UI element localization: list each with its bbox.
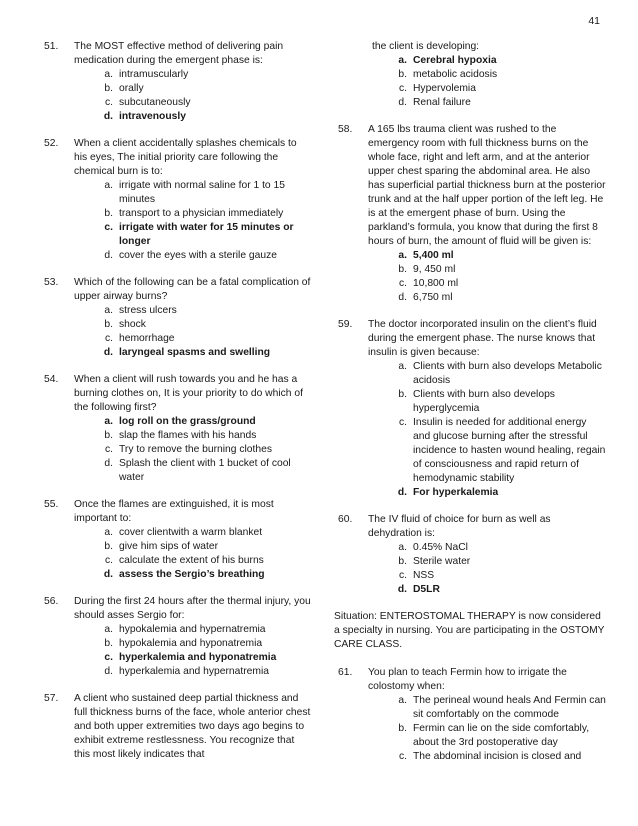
answer-option <box>93 207 312 221</box>
option-text: stress ulcers <box>119 305 177 316</box>
option-text: The perineal wound heals And Fermin can sit comfortably on the commode <box>413 695 606 720</box>
left-column <box>44 40 312 775</box>
situation-text: Situation: ENTEROSTOMAL THERAPY is now considered a specialty in nursing. You are participating in the OSTOMY CARE CLASS. <box>334 611 605 650</box>
question-text: the client is developing: <box>372 41 480 52</box>
question-number: 56. <box>44 596 59 607</box>
answer-option <box>93 526 312 540</box>
answer-option <box>93 68 312 82</box>
option-letter: b. <box>104 83 113 94</box>
option-list <box>387 249 606 305</box>
answer-option <box>387 277 606 291</box>
answer-option <box>387 96 606 110</box>
question-number: 58. <box>338 124 353 135</box>
question-text: Which of the following can be a fatal complication of upper airway burns? <box>74 277 311 302</box>
option-text: hypokalemia and hyponatremia <box>119 638 263 649</box>
answer-option-correct <box>387 249 606 263</box>
option-text: Fermin can lie on the side comfortably, about the 3rd postoperative day <box>413 723 590 748</box>
answer-option <box>387 750 606 764</box>
option-text: give him sips of water <box>119 541 219 552</box>
question-54 <box>44 373 312 485</box>
option-letter: a. <box>398 542 407 553</box>
option-letter: a. <box>104 69 113 80</box>
option-letter: a. <box>104 305 113 316</box>
option-text: Splash the client with 1 bucket of cool water <box>119 458 291 483</box>
option-text: For hyperkalemia <box>413 487 499 498</box>
option-list <box>387 541 606 597</box>
answer-option-correct <box>93 415 312 429</box>
option-text: Sterile water <box>413 556 471 567</box>
question-61 <box>338 666 606 764</box>
answer-option <box>387 722 606 750</box>
question-number: 61. <box>338 667 353 678</box>
option-letter: c. <box>104 652 113 663</box>
option-letter: d. <box>398 292 407 303</box>
option-text: shock <box>119 319 146 330</box>
answer-option <box>93 443 312 457</box>
option-letter: d. <box>398 97 407 108</box>
question-53 <box>44 276 312 360</box>
option-text: calculate the extent of his burns <box>119 555 264 566</box>
question-text: The doctor incorporated insulin on the client’s fluid during the emergent phase. The nurse knows that insulin is given because: <box>368 319 597 358</box>
option-letter: c. <box>104 333 113 344</box>
option-list <box>93 304 312 360</box>
right-column <box>334 40 606 777</box>
option-list <box>93 526 312 582</box>
option-text: transport to a physician immediately <box>119 208 284 219</box>
option-text: 5,400 ml <box>413 250 454 261</box>
question-number: 54. <box>44 374 59 385</box>
question-number: 53. <box>44 277 59 288</box>
question-number: 59. <box>338 319 353 330</box>
option-letter: c. <box>398 570 407 581</box>
option-letter: a. <box>104 416 113 427</box>
question-59 <box>338 318 606 500</box>
answer-option <box>387 694 606 722</box>
option-text: 9, 450 ml <box>413 264 456 275</box>
answer-option-correct <box>93 651 312 665</box>
question-text: A 165 lbs trauma client was rushed to the emergency room with full thickness burns on the whole face, right and left arm, and at the anterior upper chest sparing the abdominal area. He also has superficial partial thickness burn at the posterior trunk and at the half upper portion of the left leg. He is at the emergent phase of burn. Using the parkland’s formula, you know that during the first 8 hours of burn, the amount of fluid will be given is: <box>368 124 606 247</box>
answer-option <box>387 360 606 388</box>
option-letter: d. <box>103 347 113 358</box>
answer-option <box>387 291 606 305</box>
option-text: 10,800 ml <box>413 278 459 289</box>
question-52 <box>44 137 312 263</box>
question-57 <box>44 692 312 762</box>
question-number: 60. <box>338 514 353 525</box>
question-58 <box>338 123 606 305</box>
answer-option-correct <box>387 583 606 597</box>
option-text: irrigate with normal saline for 1 to 15 minutes <box>119 180 285 205</box>
question-text: During the first 24 hours after the thermal injury, you should asses Sergio for: <box>74 596 311 621</box>
answer-option <box>93 665 312 679</box>
option-letter: d. <box>103 111 113 122</box>
answer-option-correct <box>93 568 312 582</box>
answer-option <box>93 457 312 485</box>
option-text: D5LR <box>413 584 440 595</box>
option-letter: b. <box>104 638 113 649</box>
answer-option <box>387 541 606 555</box>
question-60 <box>338 513 606 597</box>
answer-option-correct <box>93 110 312 124</box>
answer-option <box>387 68 606 82</box>
option-letter: c. <box>398 417 407 428</box>
answer-option <box>387 388 606 416</box>
option-text: intramuscularly <box>119 69 189 80</box>
option-letter: d. <box>104 666 113 677</box>
answer-option <box>93 623 312 637</box>
question-text: Once the flames are extinguished, it is most important to: <box>74 499 274 524</box>
question-text: You plan to teach Fermin how to irrigate the colostomy when: <box>368 667 567 692</box>
option-text: Renal failure <box>413 97 471 108</box>
answer-option <box>93 429 312 443</box>
answer-option <box>93 96 312 110</box>
option-text: assess the Sergio’s breathing <box>119 569 265 580</box>
question-number: 55. <box>44 499 59 510</box>
option-list <box>387 54 606 110</box>
option-letter: a. <box>104 624 113 635</box>
option-letter: b. <box>104 208 113 219</box>
option-text: 6,750 ml <box>413 292 453 303</box>
option-letter: c. <box>398 278 407 289</box>
answer-option-correct <box>387 54 606 68</box>
option-text: The abdominal incision is closed and <box>413 751 582 762</box>
option-letter: c. <box>104 555 113 566</box>
option-letter: c. <box>104 97 113 108</box>
answer-option <box>93 332 312 346</box>
option-letter: d. <box>104 458 113 469</box>
answer-option <box>387 555 606 569</box>
option-letter: d. <box>397 584 407 595</box>
option-letter: b. <box>104 541 113 552</box>
answer-option <box>93 82 312 96</box>
option-letter: d. <box>397 487 407 498</box>
answer-option <box>387 82 606 96</box>
option-text: cover clientwith a warm blanket <box>119 527 263 538</box>
question-text: When a client will rush towards you and he has a burning clothes on, It is your priority to do which of the following first? <box>74 374 303 413</box>
option-text: Clients with burn also develops Metabolic acidosis <box>413 361 602 386</box>
option-letter: b. <box>104 430 113 441</box>
page-number: 41 <box>588 15 600 27</box>
answer-option <box>93 249 312 263</box>
answer-option <box>93 540 312 554</box>
option-letter: b. <box>398 389 407 400</box>
option-text: laryngeal spasms and swelling <box>119 347 271 358</box>
question-number: 57. <box>44 693 59 704</box>
question-text: The IV fluid of choice for burn as well as dehydration is: <box>368 514 551 539</box>
option-letter: a. <box>398 361 407 372</box>
option-list <box>387 360 606 500</box>
option-text: cover the eyes with a sterile gauze <box>119 250 277 261</box>
option-text: irrigate with water for 15 minutes or longer <box>119 222 294 247</box>
option-letter: c. <box>104 222 113 233</box>
option-text: Insulin is needed for additional energy and glucose burning after the stressful incidence to hasten wound healing, regain of consciousness and rapid return of hemodynamic stability <box>413 417 606 484</box>
answer-option-correct <box>93 346 312 360</box>
option-text: Clients with burn also develops hyperglycemia <box>413 389 555 414</box>
option-list <box>93 179 312 263</box>
option-text: 0.45% NaCl <box>413 542 468 553</box>
option-text: hypokalemia and hypernatremia <box>119 624 266 635</box>
question-51 <box>44 40 312 124</box>
answer-option-correct <box>387 486 606 500</box>
option-letter: b. <box>398 69 407 80</box>
option-letter: a. <box>398 695 407 706</box>
question-text: When a client accidentally splashes chemicals to his eyes, The initial priority care following the chemical burn is to: <box>74 138 297 177</box>
question-57-continuation <box>338 40 606 110</box>
option-list <box>387 694 606 764</box>
option-text: Try to remove the burning clothes <box>119 444 273 455</box>
option-letter: a. <box>104 180 113 191</box>
option-letter: b. <box>398 556 407 567</box>
option-text: subcutaneously <box>119 97 191 108</box>
option-text: hyperkalemia and hyponatremia <box>119 652 277 663</box>
option-letter: c. <box>398 751 407 762</box>
question-number: 52. <box>44 138 59 149</box>
option-text: hemorrhage <box>119 333 175 344</box>
option-letter: b. <box>398 264 407 275</box>
answer-option <box>93 304 312 318</box>
option-text: metabolic acidosis <box>413 69 498 80</box>
option-letter: a. <box>398 250 407 261</box>
option-letter: a. <box>104 527 113 538</box>
option-text: NSS <box>413 570 435 581</box>
option-letter: b. <box>104 319 113 330</box>
option-letter: b. <box>398 723 407 734</box>
question-text: The MOST effective method of delivering pain medication during the emergent phase is: <box>74 41 284 66</box>
option-text: intravenously <box>119 111 186 122</box>
answer-option <box>93 554 312 568</box>
answer-option <box>387 263 606 277</box>
answer-option <box>387 416 606 486</box>
option-text: Cerebral hypoxia <box>413 55 497 66</box>
answer-option <box>93 318 312 332</box>
option-list <box>93 623 312 679</box>
option-letter: a. <box>398 55 407 66</box>
answer-option <box>93 179 312 207</box>
option-text: slap the flames with his hands <box>119 430 257 441</box>
answer-option <box>387 569 606 583</box>
option-list <box>93 68 312 124</box>
option-letter: c. <box>104 444 113 455</box>
question-text: A client who sustained deep partial thickness and full thickness burns of the face, whole anterior chest and both upper extremities two days ago begins to exhibit extreme restlessness. You recognize that this most likely indicates that <box>74 693 311 760</box>
question-55 <box>44 498 312 582</box>
option-text: log roll on the grass/ground <box>119 416 256 427</box>
answer-option <box>93 637 312 651</box>
option-letter: d. <box>103 569 113 580</box>
option-list <box>93 415 312 485</box>
option-letter: d. <box>104 250 113 261</box>
option-letter: c. <box>398 83 407 94</box>
question-56 <box>44 595 312 679</box>
question-number: 51. <box>44 41 59 52</box>
option-text: hyperkalemia and hypernatremia <box>119 666 269 677</box>
option-text: orally <box>119 83 144 94</box>
answer-option-correct <box>93 221 312 249</box>
option-text: Hypervolemia <box>413 83 476 94</box>
